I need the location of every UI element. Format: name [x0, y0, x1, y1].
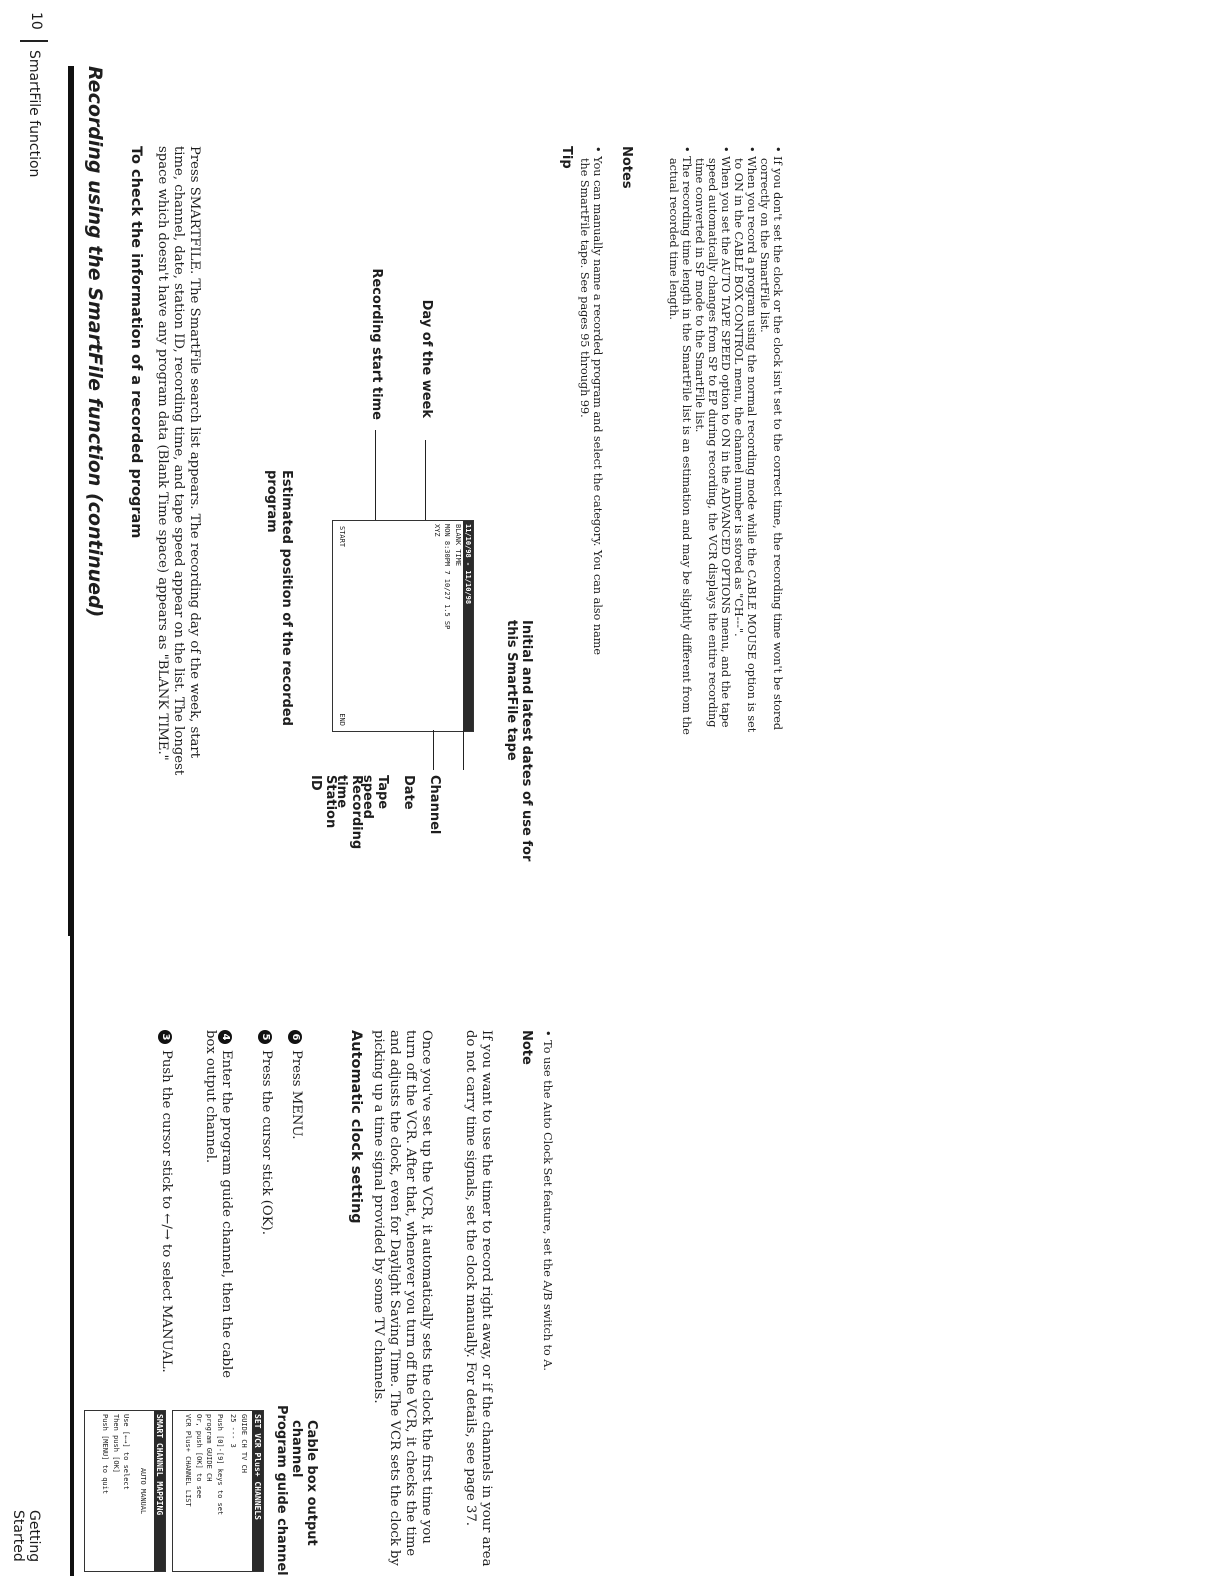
step-3	[158, 1030, 174, 1390]
osd2-values: 25 --- 3	[229, 1414, 238, 1448]
osd1-line: Use [←→] to select	[122, 1414, 131, 1490]
step-text: Enter the program guide channel, then the cable box output channel.	[203, 1030, 234, 1379]
note-body: • To use the Auto Clock Set feature, set the A/B switch to A.	[541, 1030, 554, 1371]
label-program-guide-channel: Program guide channel	[274, 1405, 289, 1576]
right-running-label: Getting Started	[10, 1510, 42, 1563]
step-text: Press MENU.	[289, 1050, 304, 1140]
notes-heading: Notes	[619, 146, 634, 189]
label-channel: Channel	[427, 775, 442, 835]
label-recording-start-time: Recording start time	[369, 268, 384, 420]
page-title: Recording using the SmartFile function (continued)	[84, 66, 106, 618]
note-text: To use the Auto Clock Set feature, set the A/B switch to A.	[541, 1040, 554, 1371]
top-rule-left	[68, 66, 74, 936]
auto-clock-heading: Automatic clock setting	[348, 1030, 364, 1224]
osd2-title: SET VCR Plus+ CHANNELS	[252, 1411, 263, 1571]
osd1-line: Push [MENU] to quit	[101, 1414, 110, 1495]
note-text: When you set the AUTO TAPE SPEED option to ON in the ADVANCED OPTIONS menu, and the tape speed automatically changes from SP to EP during recording, the VCR displays the entire recording time converted in SP mode to the SmartFile list.	[693, 156, 732, 728]
tip-body: • You can manually name a recorded program and select the category. You can also name the SmartFile tape. See pages 95 through 99.	[578, 146, 604, 656]
label-recording-time: Recording time	[334, 775, 364, 850]
screen-header: 11/10/98 - 11/10/98	[463, 521, 473, 731]
osd2-line: Or, push [OK] to see	[195, 1414, 203, 1499]
step-number-icon: 4	[218, 1030, 232, 1044]
step-5	[258, 1030, 274, 1390]
label-station-id: Station ID	[308, 775, 338, 829]
osd2-line: Push [0]-[9] keys to set	[216, 1414, 224, 1516]
page-number: 10	[28, 12, 44, 30]
tip-heading: Tip	[559, 146, 574, 169]
auto-clock-p1: Once you've set up the VCR, it automatically sets the clock the first time you turn off the VCR. After that, whenever you turn off the VCR, it checks the time and adjusts the clock, even for Daylight Saving Time. The VCR sets the clock by picking up a time signal provided by some TV channels.	[371, 1030, 434, 1566]
screen-row-blank: BLANK TIME	[454, 524, 462, 567]
label-tape-speed: Tape speed	[360, 775, 390, 819]
label-day-of-week: Day of the week	[419, 299, 434, 418]
step-4	[202, 1030, 234, 1390]
osd2-line: VCR Plus+ CHANNEL LIST	[184, 1414, 193, 1507]
label-cable-box-output-channel: Cable box output channel	[289, 1420, 319, 1546]
label-estimated-position: Estimated position of the recorded program	[264, 470, 294, 726]
connector-start	[375, 430, 376, 520]
note-heading: Note	[519, 1030, 534, 1065]
tip-text: You can manually name a recorded program and select the category. You can also name the SmartFile tape. See pages 95 through 99.	[578, 156, 604, 656]
note-item: • When you record a program using the normal recording mode while the CABLE MOUSE option is set to ON in the CABLE BOX CONTROL menu, the channel number is stored as "CH---".	[732, 146, 758, 733]
check-heading: To check the information of a recorded program	[128, 146, 144, 539]
osd2-cols: GUIDE CH TV CH	[240, 1414, 248, 1474]
screen-start: START	[338, 526, 347, 548]
screen-row-program: MON 8:30PM 7 10/27 1.5 SP	[443, 524, 452, 630]
note-text: The recording time length in the SmartFile list is an estimation and may be slightly different from the actual recorded time length.	[667, 156, 693, 735]
note-item: • If you don't set the clock or the clock isn't set to the correct time, the recording time won't be stored correctly on the SmartFile list.	[758, 146, 784, 731]
notes-list	[667, 146, 784, 746]
screen-row-station: XYZ	[433, 524, 441, 537]
osd-smart-channel-mapping	[84, 1410, 166, 1572]
header-divider	[20, 40, 48, 42]
step-number-icon: 5	[258, 1030, 272, 1044]
connector-channel	[433, 730, 434, 770]
step-text: Press the cursor stick (OK).	[259, 1050, 274, 1235]
osd2-line: program GUIDE CH	[205, 1414, 214, 1482]
smartfile-diagram	[234, 268, 534, 862]
smartfile-screen	[332, 520, 474, 732]
label-date: Date	[401, 775, 416, 810]
note-text: If you don't set the clock or the clock isn't set to the correct time, the recording time won't be stored correctly on the SmartFile list.	[758, 156, 784, 731]
screen-end: END	[338, 713, 347, 726]
osd1-title: SMART CHANNEL MAPPING	[154, 1411, 165, 1571]
label-initial-latest: Initial and latest dates of use for this SmartFile tape	[504, 620, 534, 862]
osd1-line: Then push [OK]	[112, 1414, 120, 1474]
note-text: When you record a program using the normal recording mode while the CABLE MOUSE option is set to ON in the CABLE BOX CONTROL menu, the channel number is stored as "CH---".	[732, 156, 758, 733]
step-number-icon: 6	[288, 1030, 302, 1044]
step-6	[288, 1030, 304, 1390]
top-rule-right	[70, 936, 74, 1576]
osd1-options: AUTO MANUAL	[139, 1467, 147, 1515]
note-item: • The recording time length in the SmartFile list is an estimation and may be slightly different from the actual recorded time length.	[667, 146, 693, 735]
step-number-icon: 3	[158, 1030, 172, 1044]
connector-initial	[463, 730, 464, 770]
step-text: Push the cursor stick to ←/→ to select MANUAL.	[159, 1050, 174, 1373]
auto-clock-p2: If you want to use the timer to record right away, or if the channels in your area do not carry time signals, set the clock manually. For details, see page 37.	[463, 1030, 494, 1567]
connector-day	[425, 440, 426, 520]
osd-set-vcr-channels	[172, 1410, 264, 1572]
check-body: Press SMARTFILE. The SmartFile search list appears. The recording day of the week, start time, channel, date, station ID, recording time, and tape speed appear on the list. The longest space which doesn't have any program data (Blank Time space) appears as "BLANK TIME."	[155, 146, 202, 776]
note-item: • When you set the AUTO TAPE SPEED option to ON in the ADVANCED OPTIONS menu, and the tape speed automatically changes from SP to EP during recording, the VCR displays the entire recording time converted in SP mode to the SmartFile list.	[693, 146, 732, 728]
section-label: SmartFile function	[26, 50, 42, 178]
